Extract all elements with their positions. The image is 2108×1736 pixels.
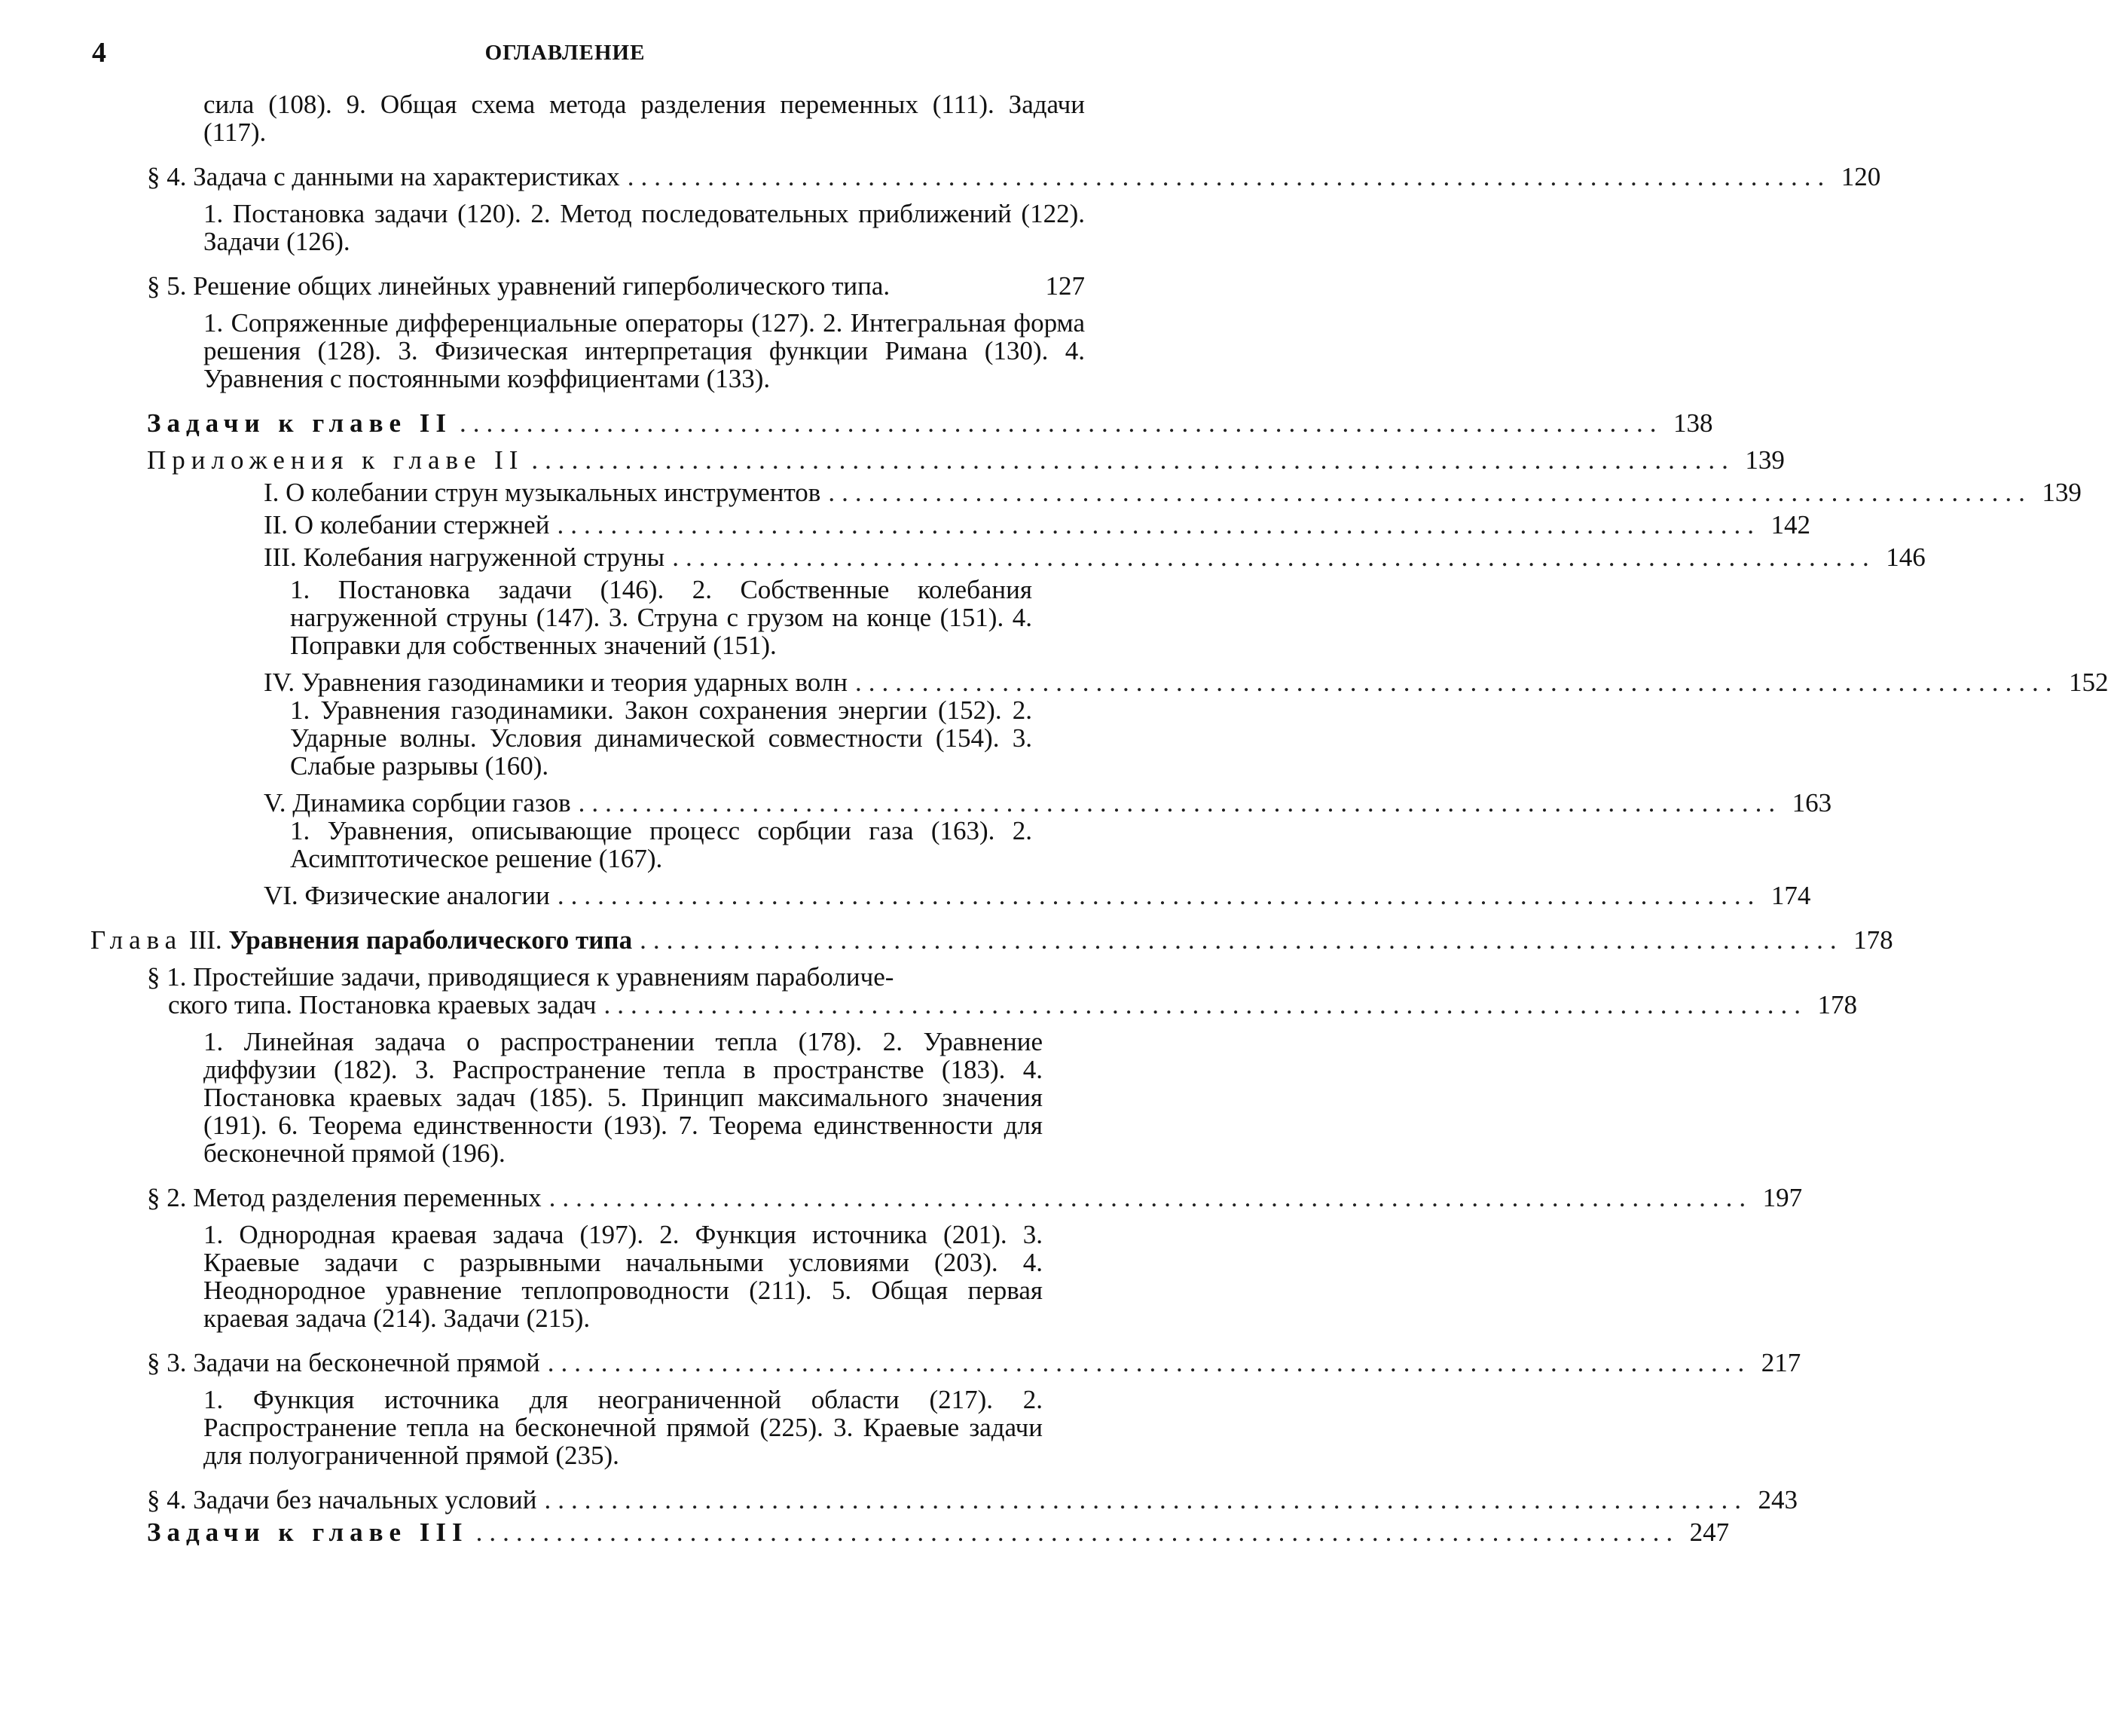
entry-page: 139: [1745, 445, 1785, 475]
entry-title: [90, 926, 632, 954]
entry-title: § 3. Задачи на бесконечной прямой: [147, 1348, 540, 1377]
toc-entry-c3-s1: [147, 962, 1858, 1019]
entry-page: 138: [1673, 408, 1713, 438]
dot-leader: ..........................................................................................: [578, 788, 1783, 818]
dot-leader: ..........................................................................................: [557, 881, 1761, 910]
entry-title: V. Динамика сорбции газов: [264, 788, 571, 818]
section-description: 1. Однородная краевая задача (197). 2. Функция источника (201). 3. Краевые задачи с разрывными начальными условиями (203). 4. Неоднородное уравнение теплопроводности (211). 5. Общая первая краевая задача (214). Задачи (215).: [203, 1220, 1043, 1333]
chapter-number: III.: [188, 925, 222, 955]
toc-entry-appendices-2: [147, 445, 1785, 475]
dot-leader: ..........................................................................................: [531, 445, 1735, 475]
dot-leader: ..........................................................................................: [544, 1485, 1748, 1514]
chapter-label: Глава: [90, 925, 183, 955]
entry-page: 152: [2068, 668, 2108, 697]
entry-page: 139: [2042, 478, 2082, 507]
dot-leader: ..........................................................................................: [475, 1517, 1680, 1547]
entry-page: 243: [1758, 1485, 1798, 1514]
entry-title-line: § 1. Простейшие задачи, приводящиеся к уравнениям параболиче-: [147, 962, 894, 992]
dot-leader: ..........................................................................................: [547, 1348, 1752, 1377]
entry-page: 127: [1045, 271, 1085, 301]
entry-page: 178: [1853, 925, 1893, 955]
chapter-title: Уравнения параболического типа: [228, 925, 633, 955]
toc-entry-problems-2: [147, 408, 1713, 438]
toc-entry-s5: [147, 272, 1085, 300]
dot-leader: ..........................................................................................: [460, 408, 1663, 438]
toc-entry-c3-s3: [147, 1348, 1801, 1377]
section-description: 1. Сопряженные дифференциальные операторы (127). 2. Интегральная форма решения (128). 3. Физическая интерпретация функции Римана (130). 4. Уравнения с постоянными коэффициентами (133).: [203, 308, 1085, 393]
toc-entry-app-6: [264, 881, 1811, 910]
entry-title: III. Колебания нагруженной струны: [264, 542, 665, 572]
section-description: 1. Линейная задача о распространении тепла (178). 2. Уравнение диффузии (182). 3. Распространение тепла в пространстве (183). 4. Постановка краевых задач (185). 5. Принцип максимального значения (191). 6. Теорема единственности (193). 7. Теорема единственности для бесконечной прямой (196).: [203, 1027, 1043, 1168]
entry-title: II. О колебании стержней: [264, 510, 550, 539]
entry-page: 247: [1689, 1517, 1730, 1547]
entry-title: § 4. Задача с данными на характеристиках: [147, 162, 620, 191]
entry-title-row: [168, 990, 1858, 1019]
entry-title: Приложения к главе II: [147, 445, 524, 475]
dot-leader: ..........................................................................................: [627, 162, 1832, 191]
entry-page: 217: [1761, 1348, 1801, 1377]
toc-entry-app-5: [264, 788, 1832, 818]
toc-entry-s4: [147, 162, 1881, 191]
entry-title: ского типа. Постановка краевых задач: [168, 990, 597, 1019]
entry-page: 197: [1762, 1183, 1803, 1212]
entry-title: I. О колебании струн музыкальных инструментов: [264, 478, 821, 507]
entry-page: 174: [1770, 881, 1811, 910]
section-description: сила (108). 9. Общая схема метода разделения переменных (111). Задачи (117).: [203, 90, 1085, 147]
entry-page: 163: [1792, 788, 1832, 818]
entry-title: Задачи к главе III: [147, 1517, 469, 1547]
entry-title: IV. Уравнения газодинамики и теория ударных волн: [264, 668, 848, 697]
entry-page: 178: [1817, 990, 1858, 1019]
entry-page: 142: [1770, 510, 1810, 539]
section-description: 1. Постановка задачи (120). 2. Метод последовательных приближений (122). Задачи (126).: [203, 199, 1085, 256]
dot-leader: ..........................................................................................: [828, 478, 2032, 507]
entry-title: VI. Физические аналогии: [264, 881, 550, 910]
toc-entry-app-3: [264, 542, 1926, 572]
toc-entry-c3-s4: [147, 1485, 1798, 1514]
entry-title: § 5. Решение общих линейных уравнений гиперболического типа.: [147, 271, 891, 301]
section-description: 1. Функция источника для неограниченной области (217). 2. Распространение тепла на бесконечной прямой (225). 3. Краевые задачи для полуограниченной прямой (235).: [203, 1385, 1043, 1470]
dot-leader: ..........................................................................................: [672, 542, 1876, 572]
entry-title: § 4. Задачи без начальных условий: [147, 1485, 537, 1514]
entry-page: 120: [1841, 162, 1881, 191]
toc-entry-chapter-3: [90, 925, 1893, 955]
dot-leader: ..........................................................................................: [603, 990, 1808, 1019]
toc-entry-app-2: [264, 510, 1810, 539]
dot-leader: ..........................................................................................: [640, 925, 1844, 955]
dot-leader: ..........................................................................................: [557, 510, 1761, 539]
entry-title: Задачи к главе II: [147, 408, 453, 438]
toc-entry-app-1: [264, 478, 2082, 507]
page-number: 4: [92, 37, 106, 69]
section-description: 1. Уравнения, описывающие процесс сорбции газа (163). 2. Асимптотическое решение (167).: [290, 816, 1032, 873]
section-description: 1. Постановка задачи (146). 2. Собственные колебания нагруженной струны (147). 3. Струна с грузом на конце (151). 4. Поправки для собственных значений (151).: [290, 575, 1032, 660]
entry-page: 146: [1886, 542, 1926, 572]
dot-leader: ..........................................................................................: [854, 668, 2059, 697]
running-title: ОГЛАВЛЕНИЕ: [484, 41, 646, 65]
dot-leader: ..........................................................................................: [548, 1183, 1753, 1212]
table-of-contents: [90, 90, 2108, 1547]
toc-entry-app-4: [264, 668, 2108, 697]
toc-entry-problems-3: [147, 1517, 1730, 1547]
entry-title: § 2. Метод разделения переменных: [147, 1183, 542, 1212]
section-description: 1. Уравнения газодинамики. Закон сохранения энергии (152). 2. Ударные волны. Условия динамической совместности (154). 3. Слабые разрывы (160).: [290, 695, 1032, 781]
toc-entry-c3-s2: [147, 1183, 1803, 1212]
